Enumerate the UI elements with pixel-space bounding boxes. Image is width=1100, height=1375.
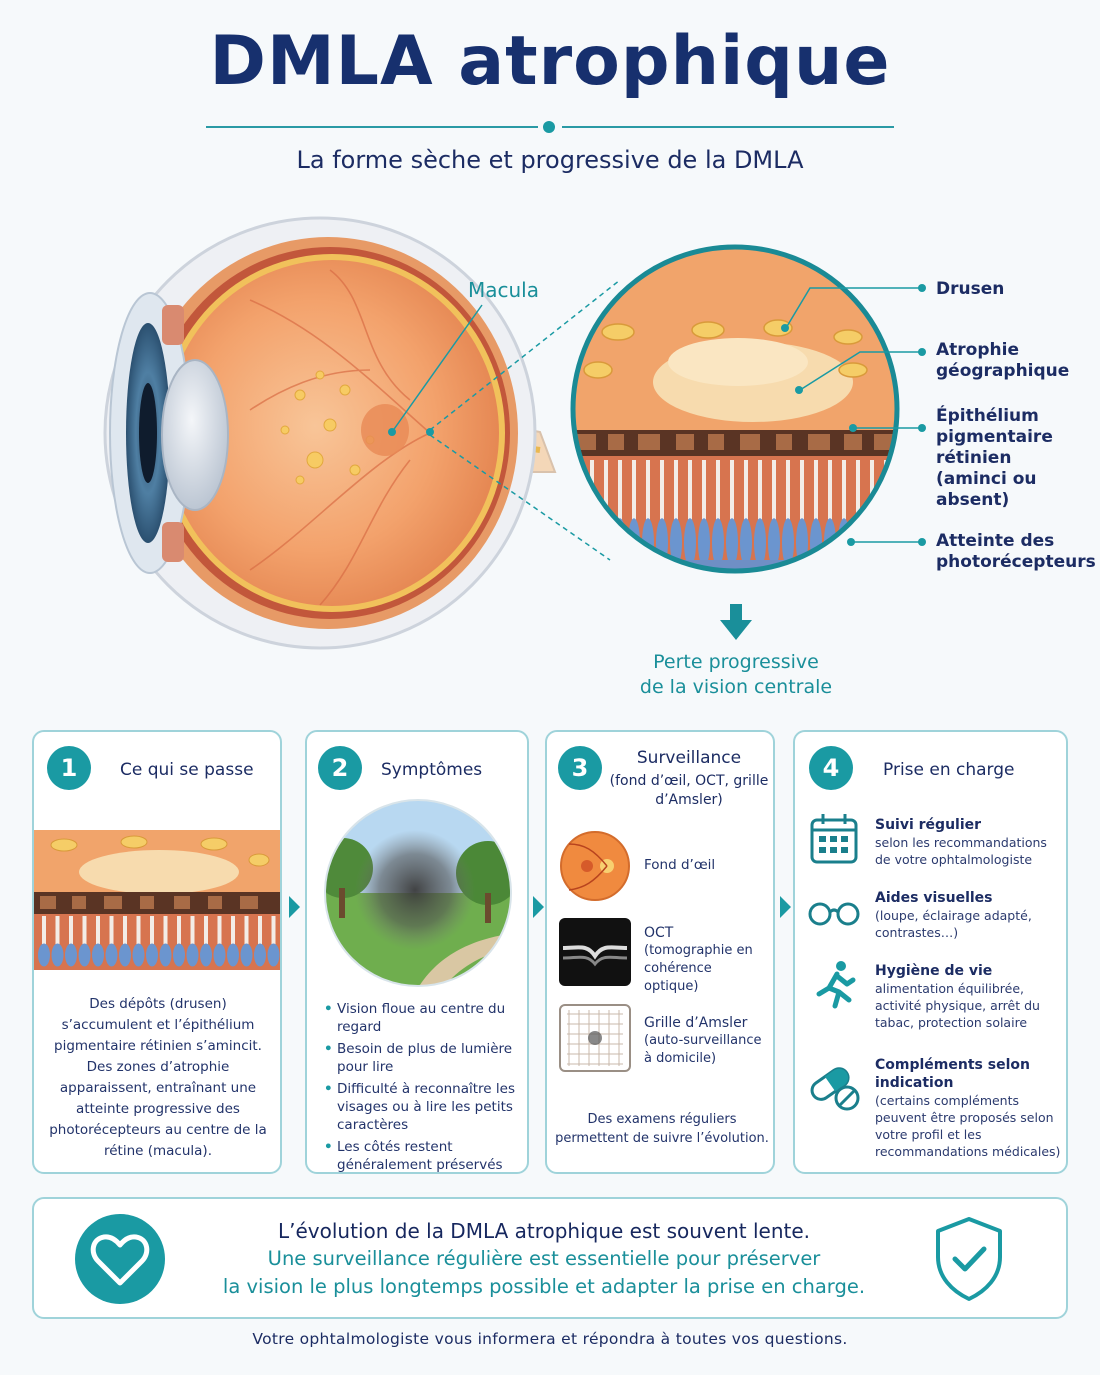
card-ce-qui-se-passe xyxy=(32,730,282,1174)
summary-banner xyxy=(32,1197,1068,1319)
photoreceptor-cone xyxy=(119,944,131,967)
photoreceptor-cone xyxy=(712,518,724,566)
photoreceptor-rod xyxy=(164,916,168,947)
photoreceptor-rod xyxy=(231,916,235,947)
care-item-text: (certains compléments peuvent être proposés selon votre profil et les recommandations médicales) xyxy=(875,1093,1061,1159)
photoreceptor-rod xyxy=(191,916,195,947)
photoreceptor-cone xyxy=(38,944,50,967)
care-item-suivi xyxy=(875,816,1061,868)
glasses-icon xyxy=(807,898,861,928)
card-text: Des dépôts (drusen) s’accumulent et l’épithélium pigmentaire rétinien s’amincit. Des zones d’atrophie apparaissent, entraînant une atteinte progressive des photorécepteurs au centre de la rétine (macula). xyxy=(49,996,267,1159)
zoom-leader-lines xyxy=(780,280,930,550)
pill-icon xyxy=(807,1062,861,1112)
card-title: Surveillance xyxy=(636,748,742,768)
photoreceptor-cone xyxy=(656,518,668,566)
photoreceptor-cone xyxy=(754,518,766,566)
photoreceptor-cone xyxy=(227,944,239,967)
photoreceptor-rod xyxy=(632,460,636,526)
care-item-text: alimentation équilibrée, activité physique, arrêt du tabac, protection solaire xyxy=(875,981,1040,1030)
photoreceptor-rod xyxy=(730,460,734,526)
footer-note: Votre ophtalmologiste vous informera et répondra à toutes vos questions. xyxy=(252,1330,848,1348)
exam-amsler xyxy=(644,1014,769,1068)
label-drusen: Drusen xyxy=(936,279,1005,299)
calendar-icon xyxy=(809,812,859,866)
card-prise-en-charge xyxy=(793,730,1068,1174)
photoreceptor-rod xyxy=(177,916,181,947)
photoreceptor-cone xyxy=(572,518,584,566)
photoreceptor-rod xyxy=(272,916,276,947)
photoreceptor-rod xyxy=(204,916,208,947)
photoreceptor-cone xyxy=(214,944,226,967)
photoreceptor-rod xyxy=(576,460,580,526)
heart-icon xyxy=(74,1213,166,1305)
photoreceptor-cone xyxy=(768,518,780,566)
exam-detail: (auto-surveillance à domicile) xyxy=(644,1033,762,1066)
photoreceptor-cone xyxy=(740,518,752,566)
photoreceptor-rod xyxy=(744,460,748,526)
symptom-item: • Difficulté à reconnaître les visages ou à lire les petits caractères xyxy=(337,1080,537,1134)
photoreceptor-rod xyxy=(137,916,141,947)
card-number: 1 xyxy=(47,746,91,790)
card-number: 3 xyxy=(558,746,602,790)
photoreceptor-rod xyxy=(674,460,678,526)
banner-line-3: la vision le plus longtemps possible et adapter la prise en charge. xyxy=(222,1275,866,1298)
photoreceptor-cone xyxy=(92,944,104,967)
chevron-right-icon xyxy=(780,896,791,918)
photoreceptor-rod xyxy=(83,916,87,947)
label-epithelium-pigmentaire: Épithélium pigmentaire rétinien (aminci ou absent) xyxy=(936,406,1053,510)
photoreceptor-rod xyxy=(258,916,262,947)
photoreceptor-rod xyxy=(618,460,622,526)
photoreceptor-cone xyxy=(586,518,598,566)
photoreceptor-cone xyxy=(268,944,280,967)
card-surveillance xyxy=(545,730,775,1174)
symptom-list xyxy=(323,1000,537,1178)
photoreceptor-rod xyxy=(646,460,650,526)
page-title: DMLA atrophique xyxy=(209,22,891,101)
symptom-item: • Vision floue au centre du regard xyxy=(337,1000,537,1036)
photoreceptor-cone xyxy=(684,518,696,566)
photoreceptor-cone xyxy=(254,944,266,967)
care-item-title: Compléments selon indication xyxy=(875,1057,1030,1091)
photoreceptor-cone xyxy=(200,944,212,967)
photoreceptor-cone xyxy=(160,944,172,967)
photoreceptor-rod xyxy=(688,460,692,526)
photoreceptor-rod xyxy=(604,460,608,526)
card-title: Ce qui se passe xyxy=(120,760,254,780)
chevron-right-icon xyxy=(289,896,300,918)
photoreceptor-rod xyxy=(772,460,776,526)
card-number: 2 xyxy=(318,746,362,790)
photoreceptor-cone xyxy=(133,944,145,967)
card-subtitle: (fond d’œil, OCT, grille d’Amsler) xyxy=(609,773,769,808)
card-symptomes xyxy=(305,730,529,1174)
photoreceptor-rod xyxy=(702,460,706,526)
photoreceptor-cone xyxy=(726,518,738,566)
retina-layers-illustration xyxy=(34,830,280,970)
photoreceptor-cone xyxy=(52,944,64,967)
card-number: 4 xyxy=(809,746,853,790)
care-item-text: selon les recommandations de votre ophtalmologiste xyxy=(875,835,1047,867)
photoreceptor-cone xyxy=(628,518,640,566)
photoreceptor-rod xyxy=(123,916,127,947)
photoreceptor-rod xyxy=(758,460,762,526)
exam-name: OCT xyxy=(644,925,674,941)
amsler-grid-icon xyxy=(559,1004,631,1072)
label-atrophie-geographique: Atrophie géographique xyxy=(936,340,1070,381)
photoreceptor-cone xyxy=(187,944,199,967)
photoreceptor-rod xyxy=(42,916,46,947)
care-item-hygiene xyxy=(875,962,1065,1031)
photoreceptor-cone xyxy=(106,944,118,967)
symptom-item: • Les côtés restent généralement préservés xyxy=(337,1138,537,1174)
photoreceptor-cone xyxy=(173,944,185,967)
card-title: Symptômes xyxy=(381,760,483,780)
exam-name: Grille d’Amsler xyxy=(644,1015,748,1031)
care-item-text: (loupe, éclairage adapté, contrastes…) xyxy=(875,908,1032,940)
exam-oct xyxy=(644,924,769,996)
exam-detail: (tomographie en cohérence optique) xyxy=(644,943,753,994)
down-arrow-icon xyxy=(718,604,754,644)
photoreceptor-rod xyxy=(150,916,154,947)
photoreceptor-rod xyxy=(69,916,73,947)
card-title: Prise en charge xyxy=(883,760,1015,780)
photoreceptor-rod xyxy=(96,916,100,947)
care-item-aides xyxy=(875,889,1061,941)
photoreceptor-cone xyxy=(241,944,253,967)
photoreceptor-cone xyxy=(600,518,612,566)
photoreceptor-rod xyxy=(245,916,249,947)
result-line-1: Perte progressive xyxy=(653,651,819,673)
care-item-title: Aides visuelles xyxy=(875,890,993,906)
macula-label: Macula xyxy=(468,278,539,302)
chevron-right-icon xyxy=(533,896,544,918)
symptom-item: • Besoin de plus de lumière pour lire xyxy=(337,1040,537,1076)
result-line-2: de la vision centrale xyxy=(639,676,833,698)
fundus-icon xyxy=(559,830,631,902)
title-divider xyxy=(200,118,900,138)
shield-check-icon xyxy=(932,1215,1006,1303)
photoreceptor-cone xyxy=(79,944,91,967)
page-subtitle: La forme sèche et progressive de la DMLA xyxy=(296,146,804,174)
photoreceptor-rod xyxy=(590,460,594,526)
photoreceptor-rod xyxy=(660,460,664,526)
blurred-vision-illustration xyxy=(323,798,513,988)
banner-line-2: Une surveillance régulière est essentielle pour préserver xyxy=(267,1247,821,1270)
photoreceptor-cone xyxy=(146,944,158,967)
runner-icon xyxy=(813,960,857,1010)
label-photorecepteurs: Atteinte des photorécepteurs xyxy=(936,531,1096,572)
oct-scan-icon xyxy=(559,918,631,986)
photoreceptor-rod xyxy=(716,460,720,526)
photoreceptor-rod xyxy=(110,916,114,947)
exam-name: Fond d’œil xyxy=(644,857,716,873)
care-item-title: Hygiène de vie xyxy=(875,963,993,979)
photoreceptor-cone xyxy=(698,518,710,566)
photoreceptor-cone xyxy=(65,944,77,967)
photoreceptor-rod xyxy=(218,916,222,947)
care-item-title: Suivi régulier xyxy=(875,817,982,833)
care-item-complements xyxy=(875,1056,1065,1160)
banner-line-1: L’évolution de la DMLA atrophique est souvent lente. xyxy=(278,1219,810,1243)
photoreceptor-rod xyxy=(56,916,60,947)
card-footer-text: Des examens réguliers permettent de suivre l’évolution. xyxy=(555,1112,769,1146)
